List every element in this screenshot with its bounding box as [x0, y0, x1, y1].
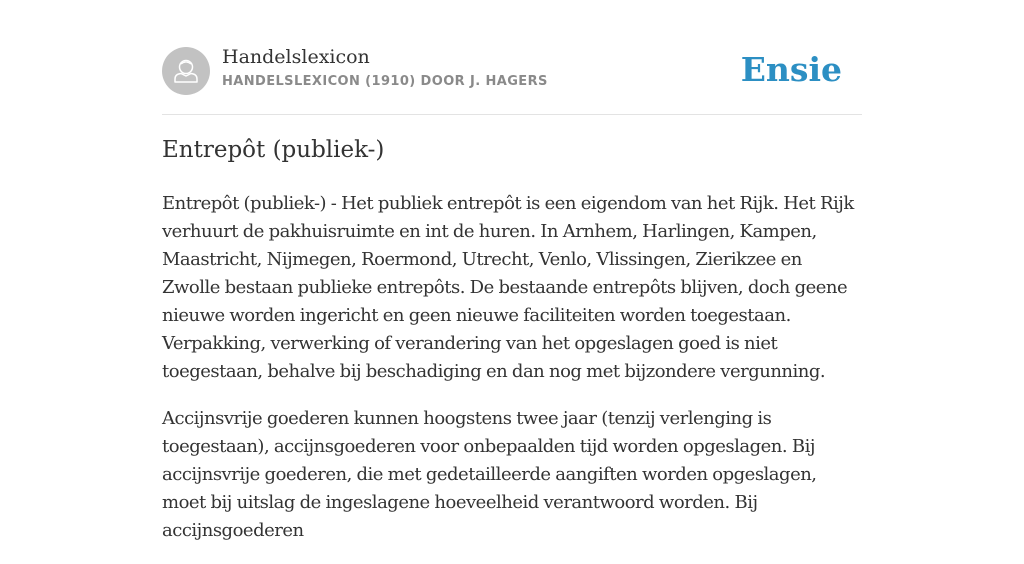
author-avatar[interactable] — [162, 47, 210, 95]
source-label[interactable]: HANDELSLEXICON (1910) DOOR J. HAGERS — [222, 74, 548, 89]
paragraph: Entrepôt (publiek-) - Het publiek entrepôt is een eigendom van het Rijk. Het Rijk verhuurt de pakhuisruimte en int de huren. In Arnhem, Harlingen, Kampen, Maastricht, Nijmegen, Roermond, Utrecht, Venlo, Vlissingen, Zierikzee en Zwolle bestaan publieke entrepôts. De bestaande entrepôts blijven, doch geene nieuwe worden ingericht en geen nieuwe faciliteiten worden toegestaan. Verpakking, verwerking of verandering van het opgeslagen goed is niet toegestaan, behalve bij beschadiging en dan nog met bijzondere vergunning. — [162, 193, 854, 382]
article-body — [162, 190, 862, 564]
paragraph: Accijnsvrije goederen kunnen hoogstens twee jaar (tenzij verlenging is toegestaan), accijnsgoederen voor onbepaalden tijd worden opgeslagen. Bij accijnsvrije goederen, die met gedetailleerde aangiften worden opgeslagen, moet bij uitslag de ingeslagene hoeveelheid verantwoord worden. Bij accijnsgoederen — [162, 408, 817, 541]
article-header — [162, 46, 862, 115]
user-placeholder-icon — [162, 47, 210, 95]
page-title: Entrepôt (publiek-) — [162, 137, 385, 163]
author-name[interactable]: Handelslexicon — [222, 46, 370, 68]
ensie-logo[interactable]: Ensie — [740, 50, 842, 89]
